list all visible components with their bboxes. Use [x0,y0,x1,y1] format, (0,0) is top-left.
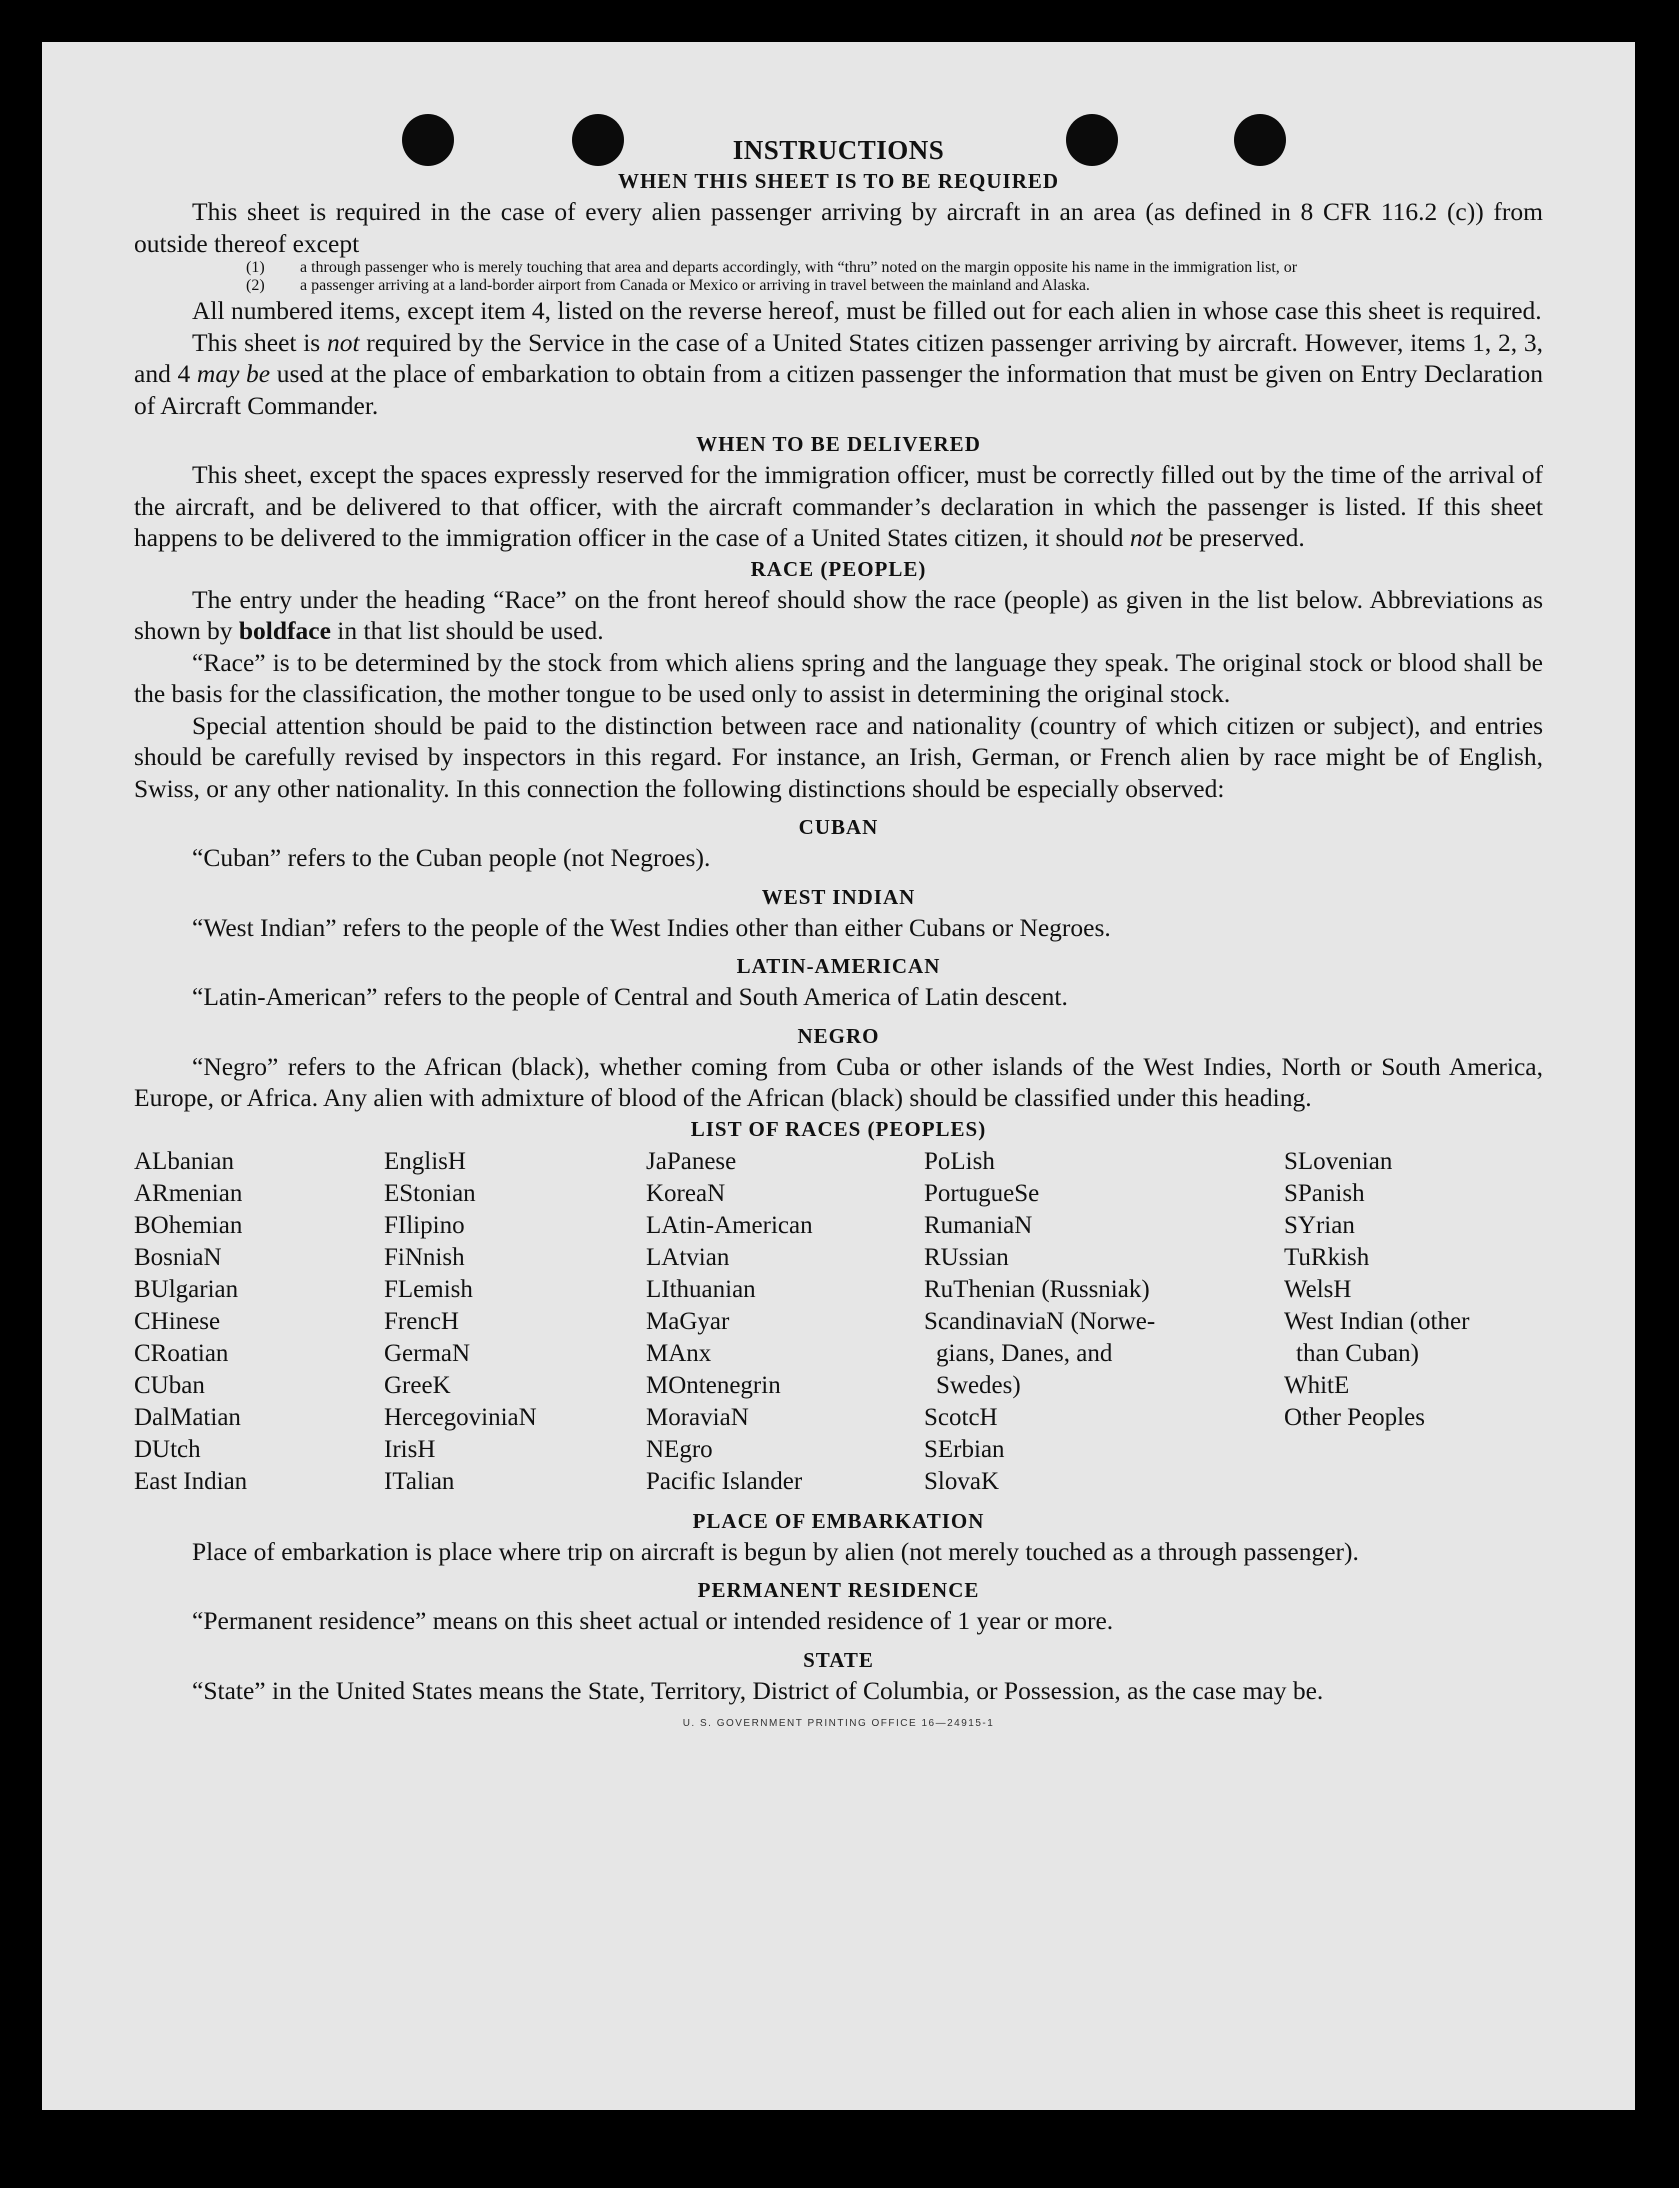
race-entry: SLovenian [1284,1147,1393,1175]
race-entry: LAtvian [646,1243,730,1271]
race-entry: PoLish [924,1147,995,1175]
paragraph: “State” in the United States means the State, Territory, District of Columbia, or Possession, as the case may be. [192,1675,1324,1705]
race-entry: JaPanese [646,1147,737,1175]
race-entry: WhitE [1284,1371,1350,1399]
section-heading-negro: NEGRO [797,1023,880,1048]
instruction-sheet [42,42,1635,2110]
punch-hole [402,114,454,166]
race-entry: SlovaK [924,1467,999,1495]
paragraph: This sheet is not required by the Service in the case of a United States citizen passenger arriving by aircraft. However, items 1, 2, 3, and 4 may be used at the place of embarkation to obtain from a citizen passenger the information that must be given on Entry Declaration of Aircraft Commander. [134,327,1543,420]
section-heading-race-list: LIST OF RACES (PEOPLES) [690,1116,987,1141]
race-entry: RUssian [924,1243,1009,1271]
race-entry: Pacific Islander [646,1467,803,1495]
race-entry: than Cuban) [1296,1339,1419,1367]
paragraph: The entry under the heading “Race” on the front hereof should show the race (people) as given in the list below. Abbreviations as shown by boldface in that list should be used. [134,584,1543,645]
section-heading-latin-american: LATIN-AMERICAN [736,954,941,978]
race-entry: SPanish [1284,1179,1365,1207]
race-entry: BosniaN [134,1243,222,1271]
race-entry: GermaN [384,1339,471,1367]
punch-hole [1066,114,1118,166]
paragraph: “Cuban” refers to the Cuban people (not Negroes). [192,843,711,872]
race-entry: DUtch [134,1435,201,1463]
race-entry: PortugueSe [924,1179,1040,1207]
race-entry: West Indian (other [1284,1307,1470,1335]
race-entry: RumaniaN [924,1211,1033,1239]
paragraph: “Negro” refers to the African (black), whether coming from Cuba or other islands of the West Indies, North or South America, Europe, or Africa. Any alien with admixture of blood of the African (black) should be classified under this heading. [134,1051,1543,1112]
race-entry: ALbanian [134,1147,234,1175]
race-entry: MaGyar [646,1307,730,1335]
section-heading-residence: PERMANENT RESIDENCE [697,1578,980,1602]
paragraph: “Latin-American” refers to the people of Central and South America of Latin descent. [192,982,1068,1011]
race-column [384,1146,646,1498]
race-entry: FiNnish [384,1243,465,1271]
race-entry: CRoatian [134,1339,229,1367]
paragraph: Place of embarkation is place where trip on aircraft is begun by alien (not merely touched as a through passenger). [192,1536,1359,1566]
section-heading-state: STATE [803,1647,874,1672]
list-item: (1) a through passenger who is merely touching that area and departs accordingly, with “thru” noted on the margin opposite his name in the immigration list, or [246,259,1298,276]
race-entry: MAnx [646,1339,712,1367]
race-entry: MoraviaN [646,1403,749,1431]
section-heading-embarkation: PLACE OF EMBARKATION [692,1508,985,1533]
race-column [1284,1146,1543,1498]
section-heading-race: RACE (PEOPLE) [750,556,927,581]
paragraph: “West Indian” refers to the people of the West Indies other than either Cubans or Negroes. [192,912,1111,942]
punch-hole [572,114,624,166]
race-entry: TuRkish [1284,1243,1370,1271]
race-entry: SErbian [924,1435,1005,1463]
race-entry: SYrian [1284,1211,1355,1239]
race-entry: LAtin-American [646,1211,813,1239]
race-entry: MOntenegrin [646,1371,781,1399]
race-column [646,1146,924,1498]
list-item: (2) a passenger arriving at a land-border airport from Canada or Mexico or arriving in travel between the mainland and Alaska. [246,277,1090,294]
race-entry: FLemish [384,1275,473,1303]
paragraph: “Permanent residence” means on this sheet actual or intended residence of 1 year or more. [192,1606,1114,1635]
race-entry: ARmenian [134,1179,243,1207]
race-entry: Swedes) [936,1371,1021,1399]
race-entry: ScotcH [924,1403,998,1431]
race-entry: IrisH [384,1435,436,1463]
race-column [134,1146,384,1498]
race-entry: EStonian [384,1179,476,1207]
race-entry: gians, Danes, and [936,1339,1113,1367]
section-heading-delivered: WHEN TO BE DELIVERED [696,432,981,456]
section-heading-required: WHEN THIS SHEET IS TO BE REQUIRED [617,169,1060,193]
race-entry: ITalian [384,1467,455,1495]
paragraph: “Race” is to be determined by the stock from which aliens spring and the language they speak. The original stock or blood shall be the basis for the classification, the mother tongue to be used only to assist in determining the original stock. [134,647,1543,708]
section-heading-cuban: CUBAN [798,815,879,839]
race-entry: East Indian [134,1467,248,1495]
race-entry: FIlipino [384,1211,465,1239]
paragraph: Special attention should be paid to the distinction between race and nationality (country of which citizen or subject), and entries should be carefully revised by inspectors in this regard. For instance, an Irish, German, or French alien by race might be of English, Swiss, or any other nationality. In this connection the following distinctions should be especially observed: [134,710,1543,803]
race-entry: NEgro [646,1435,713,1463]
race-entry: LIthuanian [646,1275,756,1303]
page-title: INSTRUCTIONS [732,135,945,165]
race-list [134,1146,1543,1498]
race-entry: ScandinaviaN (Norwe- [924,1307,1156,1335]
paragraph: All numbered items, except item 4, listed on the reverse hereof, must be filled out for each alien in whose case this sheet is required. [192,296,1542,325]
section-heading-west-indian: WEST INDIAN [761,884,916,909]
race-entry: FrencH [384,1307,459,1335]
printer-imprint: U. S. GOVERNMENT PRINTING OFFICE 16—24915-1 [682,1718,995,1729]
race-entry: GreeK [384,1371,451,1399]
race-entry: CUban [134,1371,205,1399]
race-entry: KoreaN [646,1179,726,1207]
race-entry: DalMatian [134,1403,241,1431]
race-entry: Other Peoples [1284,1403,1425,1431]
race-column [924,1146,1284,1498]
race-entry: HercegoviniaN [384,1403,537,1431]
paragraph: This sheet is required in the case of every alien passenger arriving by aircraft in an area (as defined in 8 CFR 116.2 (c)) from outside thereof except [134,197,1543,258]
race-entry: BUlgarian [134,1275,239,1303]
race-entry: WelsH [1284,1275,1352,1303]
race-entry: EnglisH [384,1147,466,1175]
race-entry: CHinese [134,1307,221,1335]
race-entry: RuThenian (Russniak) [924,1275,1150,1303]
punch-hole [1234,114,1286,166]
race-entry: BOhemian [134,1211,243,1239]
paragraph: This sheet, except the spaces expressly reserved for the immigration officer, must be correctly filled out by the time of the arrival of the aircraft, and be delivered to that officer, with the aircraft commander’s declaration in which the passenger is listed. If this sheet happens to be delivered to the immigration officer in the case of a United States citizen, it should not be preserved. [134,460,1543,552]
